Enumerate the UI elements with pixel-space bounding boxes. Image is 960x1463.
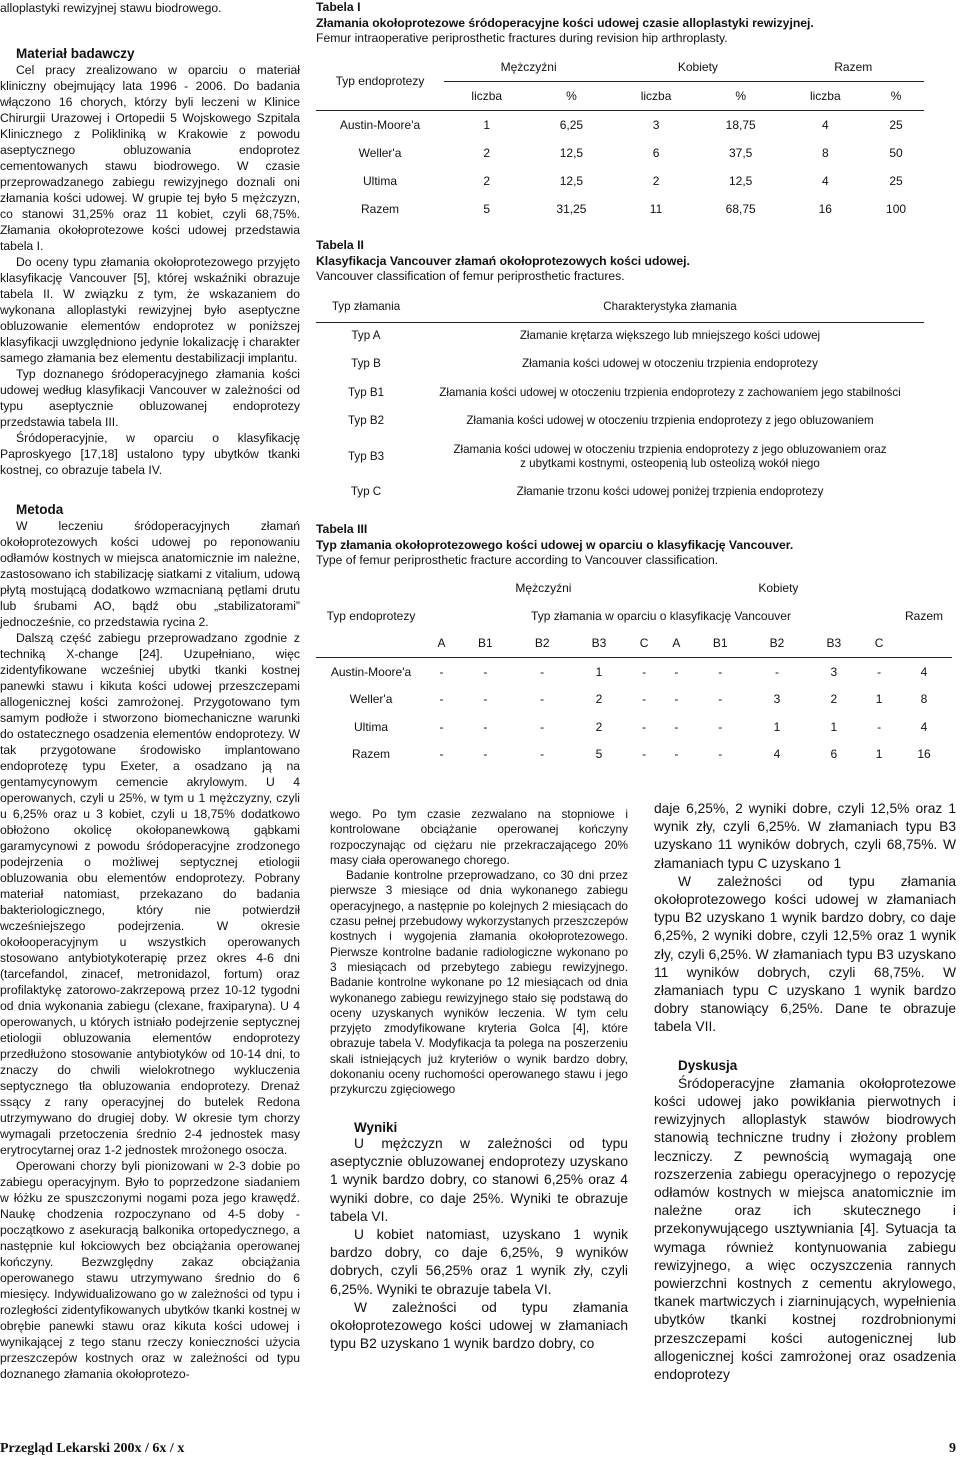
table-cell: 37,5 <box>728 145 753 160</box>
table-cell: - <box>718 747 723 762</box>
table-cell: 5 <box>595 747 603 762</box>
table-cell: Razem <box>351 747 390 762</box>
table-cell: 50 <box>889 145 903 160</box>
table-1-sub-percent: % <box>868 81 924 110</box>
table-3-women: Kobiety <box>758 581 799 596</box>
table-3-type-head: Typ złamania w oparciu o klasyfikację Vancouver <box>531 608 791 623</box>
table-cell: 2 <box>483 173 491 188</box>
table-cell: 6,25 <box>559 117 584 132</box>
table-1-sub-percent: % <box>530 81 614 110</box>
table-cell-line: Złamania kości udowej w otoczeniu trzpienia endoprotezy z jego obluzowaniem oraz <box>453 442 887 456</box>
table-1-sub-count: liczba <box>613 81 699 110</box>
left-column <box>0 0 300 1382</box>
page-footer <box>0 1437 960 1463</box>
table-cell-line: Złamanie trzonu kości udowej poniżej trzpienia endoprotezy <box>516 484 824 498</box>
table-1-subtitle: Femur intraoperative periprosthetic fractures during revision hip arthroplasty. <box>316 31 728 45</box>
table-cell: - <box>674 692 679 707</box>
table-cell-line: z ubytkami kostnymi, osteopenią lub osteolizą wokół niego <box>520 457 820 470</box>
table-cell: - <box>674 664 679 679</box>
table-cell: 1 <box>483 117 491 132</box>
table-cell: - <box>439 692 444 707</box>
table-cell: Typ A <box>351 329 381 342</box>
right-column <box>654 800 956 1384</box>
table-1-group-women: Kobiety <box>613 53 782 82</box>
table-row <box>316 741 952 769</box>
table-3-type: B3 <box>805 630 862 658</box>
table-cell: Ultima <box>353 719 388 734</box>
table-cell: Typ C <box>350 484 382 498</box>
table-cell: - <box>540 664 545 679</box>
table-row <box>316 110 924 139</box>
table-3-grid <box>316 575 952 769</box>
table-cell: - <box>718 664 723 679</box>
table-cell: 12,5 <box>559 145 584 160</box>
table-cell: 1 <box>875 747 883 762</box>
right-paragraph: daje 6,25%, 2 wyniki dobre, czyli 12,5% oraz 1 wynik zły, czyli 6,25%. W złamaniach typu B3 uzyskano 11 wyników dobrych, czyli 68,75%. W złamaniach typu C uzyskano 1 <box>654 801 956 871</box>
material-paragraph: Śródoperacyjnie, w oparciu o klasyfikację Paproskyego [17,18] ustalono typy ubytków tkanki kostnej, co obrazuje tabela IV. <box>0 431 300 477</box>
table-cell: - <box>718 719 723 734</box>
table-1-group-men: Mężczyźni <box>444 53 613 82</box>
table-row <box>316 167 924 195</box>
table-cell <box>416 479 924 505</box>
table-cell: 2 <box>595 719 603 734</box>
table-cell: 4 <box>920 664 928 679</box>
page-number: 9 <box>949 1441 956 1456</box>
material-paragraph: Cel pracy zrealizowano w oparciu o materiał kliniczny obejmujący lata 1996 - 2006. Do badania włączono 16 chorych, którzy byli leczeni w Klinice Chirurgii Urazowej i Ortopedii 5 Wojskowego Szpitala Klinicznego z Polikliniką w Krakowie z powodu aseptycznego obluzowania endoprotez cementowanych stawu biodrowego. W czasie przeprowadzanego zabiegu rewizyjnego doznali oni złamania kości udowej. W grupie tej było 5 mężczyzn, co stanowi 31,25% oraz 11 kobiet, czyli 68,75%. Złamania okołoprotezowe kości udowej przedstawia tabela I. <box>0 63 300 253</box>
table-3-type: C <box>862 630 896 658</box>
table-3-type: B2 <box>749 630 806 658</box>
table-3-total-head: Razem <box>896 575 952 658</box>
table-3-men: Mężczyźni <box>515 581 572 596</box>
table-cell: - <box>642 747 647 762</box>
table-cell-line: Złamanie krętarza większego lub mniejszego kości udowej <box>519 329 821 342</box>
table-3-type: B3 <box>571 630 628 658</box>
table-cell: 25 <box>889 173 903 188</box>
table-cell: - <box>439 664 444 679</box>
table-cell: - <box>439 719 444 734</box>
table-cell <box>416 435 924 479</box>
table-cell: 8 <box>920 692 928 707</box>
table-cell: 12,5 <box>559 173 584 188</box>
material-paragraph: Do oceny typu złamania okołoprotezowego przyjęto klasyfikację Vancouver [5], której wskaźniki obrazuje tabela II. W związku z tym, że wskazaniem do wykonana alloplastyki rewizyjnej było aseptyczne obluzowanie elementów endoprotez w poniższej klasyfikacji uwzględniono jedynie lokalizację i charakter samego złamania bez elementu destabilizacji implantu. <box>0 255 300 365</box>
table-cell: 11 <box>649 201 663 216</box>
table-1-caption <box>316 0 956 47</box>
table-1-sub-count: liczba <box>783 81 869 110</box>
table-cell: 3 <box>773 692 781 707</box>
table-cell: 1 <box>830 719 838 734</box>
table-2-caption <box>316 238 956 285</box>
results-paragraph: U kobiet natomiast, uzyskano 1 wynik bardzo dobry, co daje 6,25%, 9 wyników dobrych, czyli 56,25% oraz 1 wynik zły, czyli 6,25%. Wyniki te obrazuje tabela VI. <box>330 1226 628 1297</box>
table-cell: Ultima <box>362 173 397 188</box>
mid-paragraph: wego. Po tym czasie zezwalano na stopniowe i kontrolowane obciążanie operowanej kończyny rozpoczynając od ciężaru nie przekraczającego 20% masy ciała operowanego chorego. <box>330 807 628 867</box>
table-row <box>316 350 924 379</box>
table-1-group-total: Razem <box>783 53 924 82</box>
top-line: alloplastyki rewizyjnej stawu biodrowego. <box>0 1 222 15</box>
table-cell: 12,5 <box>728 173 753 188</box>
table-cell: - <box>877 664 882 679</box>
material-heading: Materiał badawczy <box>16 46 135 61</box>
table-cell: 2 <box>483 145 491 160</box>
table-3-subtitle: Type of femur periprosthetic fracture according to Vancouver classification. <box>316 553 719 567</box>
table-cell: - <box>439 747 444 762</box>
method-paragraph: Dalszą część zabiegu przeprowadzano zgodnie z techniką X-change [24]. Uzupełniano, więc zidentyfikowane wcześniej ubytki tkanki kostnej panewki stawu i kikuta kości udowej przeszczepami allogenicznej kości zamrożonej. Przygotowano tym samym podłoże i stworzono biomechaniczne warunki do ostatecznego osadzenia elementów endoprotezy. W tak przygotowane środowisko implantowano endoprotezę typu Exeter, a osadzano ją na gentamycynowym cemencie akrylowym. U 4 operowanych, czyli u 25%, w tym u 1 mężczyzny, czyli u 6,25% oraz u 3 kobiet, czyli u 18,75% dodatkowo obłożono okolicę okołopanewkową gąbkami garamycynowi z powodu śródoperacyjne zrodzonego podejrzenia o możliwej septycznej etiologii obluzowania obu elementów endoprotezy. Pobrany materiał natomiast, przekazano do badania bakteriologicznego, który nie potwierdził wcześniejszego podejrzenia. W okresie okołooperacyjnym u wszystkich operowanych stosowano antybiotykoterapię przez okres 4-6 dni (tarcefandol, zinacef, metronidazol, fortum) oraz profilaktykę zatorowo-zakrzepową przez 10-12 tygodni od dnia wykonania zabiegu (clexane, fraxiparyna). U 4 operowanych, u których istniało podejrzenie septycznej etiologii obluzowania elementów endoprotezy przedłużono stosowanie antybiotyków od 10-14 dni, to znaczy do chwili wielokrotnego wykluczenia septycznego tła obluzowania endoprotezy. Drenaż ssący z rany operacyjnej do butelek Redona utrzymywano do drugiej doby. W okresie tym chorzy wymagali przetoczenia średnio 2-4 jednostek masy erytrocytarnej oraz 1-2 jednostek mrożonego osocza. <box>0 631 300 1157</box>
table-1 <box>316 0 956 223</box>
table-cell: Typ B <box>351 357 381 371</box>
table-cell: - <box>718 692 723 707</box>
table-cell: 1 <box>595 664 603 679</box>
table-row <box>316 322 924 350</box>
table-1-grid <box>316 53 924 223</box>
table-3-type: B2 <box>514 630 571 658</box>
table-cell: Typ B2 <box>347 414 385 428</box>
table-3-col-head: Typ endoprotezy <box>316 575 426 658</box>
table-2-label: Tabela II <box>316 238 364 252</box>
method-heading: Metoda <box>16 502 64 517</box>
table-cell-line: Złamania kości udowej w otoczeniu trzpienia endoprotezy z zachowaniem jego stabilności <box>439 386 901 400</box>
table-2 <box>316 238 956 505</box>
table-cell: - <box>483 747 488 762</box>
table-cell: - <box>540 719 545 734</box>
results-block <box>330 1135 628 1353</box>
table-row <box>316 139 924 167</box>
table-cell <box>416 350 924 379</box>
table-cell: 16 <box>818 201 832 216</box>
table-2-col1-head: Typ złamania <box>316 293 416 323</box>
table-row <box>316 686 952 714</box>
table-cell: 68,75 <box>725 201 756 216</box>
method-paragraph: W leczeniu śródoperacyjnych złamań okołoprotezowych kości udowej po reponowaniu odłamów kostnych w miejsca anatomicznie im należne, zastosowano ich stabilizację siatkami z vitalium, udową płytą mostującą dodatkowo wzmacnianą pętlami drutu lub śrubami AO, bądź obu „stabilizatorami” jednocześnie, co przedstawia rycina 2. <box>0 519 300 629</box>
table-cell: 1 <box>773 719 781 734</box>
table-cell: - <box>483 664 488 679</box>
table-cell: - <box>642 664 647 679</box>
table-cell: 31,25 <box>556 201 587 216</box>
right-paragraph: W zależności od typu złamania okołoprotezowego kości udowej w złamaniach typu B2 uzyskano 1 wynik bardzo dobry, co daje 6,25%, 2 wyniki dobre, czyli 12,5% oraz 1 wynik zły, czyli 6,25%. W złamaniach typu B3 uzyskano 11 wyników dobrych, czyli 68,75%. W złamaniach typu C uzyskano 1 wynik bardzo dobry stanowiący 6,25%. Dane te obrazuje tabela VII. <box>654 873 956 1035</box>
table-cell: - <box>775 664 780 679</box>
table-cell: - <box>540 747 545 762</box>
table-row <box>316 658 952 686</box>
table-cell: 2 <box>652 173 660 188</box>
table-3 <box>316 522 956 768</box>
material-paragraph: Typ doznanego śródoperacyjnego złamania kości udowej według klasyfikacji Vancouver w zależności od typu aseptycznie obluzowanej endoprotezy przedstawia tabela III. <box>0 367 300 429</box>
table-cell: - <box>642 692 647 707</box>
discussion-heading: Dyskusja <box>678 1057 738 1073</box>
table-cell: 4 <box>920 719 928 734</box>
table-cell: 25 <box>889 117 903 132</box>
table-cell: Typ B1 <box>347 386 385 400</box>
table-cell-line: Złamania kości udowej w otoczeniu trzpienia endoprotezy <box>522 357 818 371</box>
table-cell: Weller'a <box>349 692 393 707</box>
table-cell: 6 <box>830 747 838 762</box>
table-3-type: C <box>627 630 661 658</box>
table-cell: 16 <box>917 747 931 762</box>
table-cell: Austin-Moore'a <box>330 664 412 679</box>
middle-column <box>330 807 628 1353</box>
table-cell: 8 <box>821 145 829 160</box>
table-2-col2-head: Charakterystyka złamania <box>416 293 924 323</box>
table-cell: 100 <box>886 201 907 216</box>
method-paragraph: Operowani chorzy byli pionizowani w 2-3 dobie po zabiegu operacyjnym. Było to poprzedzone siadaniem w łóżku ze spuszczonymi nogami poza jego krawędź. Naukę chodzenia rozpoczynano od 4-5 doby - początkowo z asekuracją balkonika ortopedycznego, a następnie kul łokciowych bez obciążania operowanej kończyny. Bezwzględny zakaz obciążania operowanego stawu utrzymywano średnio do 6 miesięcy. Indywidualizowano go w zależności od typu i rozległości zidentyfikowanych ubytków tkanki kostnej w obrębie panewki stawu oraz kikuta kości udowej i wynikającej z tego stanu rzeczy konieczności użycia przeszczepów kostnych oraz w zależności od typu doznanego złamania okołoprotezo- <box>0 1159 300 1381</box>
table-cell <box>416 322 924 350</box>
table-row <box>316 479 924 505</box>
results-paragraph: W zależności od typu złamania okołoprotezowego kości udowej w złamaniach typu B2 uzyskano 1 wynik bardzo dobry, co <box>330 1299 628 1352</box>
table-cell: Weller'a <box>358 145 402 160</box>
table-row <box>316 195 924 223</box>
table-cell: - <box>877 719 882 734</box>
table-cell: 18,75 <box>725 117 756 132</box>
table-row <box>316 435 924 479</box>
table-cell: - <box>540 692 545 707</box>
table-2-subtitle: Vancouver classification of femur periprosthetic fractures. <box>316 269 625 283</box>
table-cell: 4 <box>821 173 829 188</box>
table-row <box>316 379 924 408</box>
table-2-title: Klasyfikacja Vancouver złamań okołoprotezowych kości udowej. <box>316 253 690 268</box>
table-cell <box>416 408 924 435</box>
table-cell: 4 <box>821 117 829 132</box>
table-row <box>316 713 952 741</box>
results-heading: Wyniki <box>354 1119 398 1135</box>
table-cell: 5 <box>483 201 491 216</box>
table-3-type: A <box>661 630 692 658</box>
table-cell: - <box>674 747 679 762</box>
results-paragraph: U mężczyzn w zależności od typu aseptycznie obluzowanej endoprotezy uzyskano 1 wynik bardzo dobry, co stanowi 6,25% oraz 4 wyniki dobre, co daje 25%. Wyniki te obrazuje tabela VI. <box>330 1135 628 1224</box>
table-3-caption <box>316 522 956 569</box>
table-1-label: Tabela I <box>316 0 361 14</box>
table-1-sub-count: liczba <box>444 81 530 110</box>
table-3-label: Tabela III <box>316 522 368 536</box>
table-row <box>316 408 924 435</box>
table-cell: Austin-Moore'a <box>339 117 421 132</box>
table-cell: Razem <box>360 201 399 216</box>
table-cell: - <box>642 719 647 734</box>
table-cell-line: Złamania kości udowej w otoczeniu trzpienia endoprotezy z jego obluzowaniem <box>466 414 874 428</box>
table-3-type: A <box>426 630 457 658</box>
table-cell: 3 <box>652 117 660 132</box>
table-1-sub-percent: % <box>699 81 783 110</box>
table-cell: 1 <box>875 692 883 707</box>
table-cell: 3 <box>830 664 838 679</box>
table-cell: - <box>483 719 488 734</box>
table-2-grid <box>316 293 924 506</box>
table-cell: 6 <box>652 145 660 160</box>
mid-paragraph: Badanie kontrolne przeprowadzano, co 30 dni przez pierwsze 3 miesiące od dnia wykonanego zabiegu operacyjnego, a następnie po kolejnych 2 miesiącach do czasu pełnej przebudowy wykorzystanych przeszczepów kostnych i wygojenia złamania okołoprotezowego. Pierwsze kontrolne badanie radiologiczne wykonano po 3 miesiącach od przebytego zabiegu rewizyjnego. Badanie kontrolne wykonane po 12 miesiącach od dnia wykonanego zabiegu rewizyjnego stało się podstawą do oceny uzyskanych wyników leczenia. W tym celu przyjęto zmodyfikowane kryteria Golca [4], które obrazuje tabela V. Modyfikacja ta polega na poszerzeniu skali istniejących już kryteriów o wynik bardzo dobry, dokonaniu oceny ruchomości operowanego stawu i jego przykurczu zgięciowego <box>330 868 628 1097</box>
table-3-type: B1 <box>692 630 749 658</box>
table-1-col-head: Typ endoprotezy <box>316 53 444 111</box>
table-cell: 4 <box>773 747 781 762</box>
table-cell <box>416 379 924 408</box>
table-cell: 2 <box>595 692 603 707</box>
discussion-paragraph: Śródoperacyjne złamania okołoprotezowe kości udowej jako powikłania pierwotnych i rewizyjnych alloplastyk stawów biodrowych stanowią techniczne trudny i złożony problem leczniczy. Z pewnością wymagają one rozszerzenia zabiegu operacyjnego o repozycję odłamów kostnych w miejsca anatomicznie im należne oraz ich skutecznego i przekonywującego usztywniania [4]. Sytuacja ta wymaga również kontynuowania zabiegu rewizyjnego, a więc oczyszczenia rannych powierzchni kostnych z cementu akrylowego, tkanek martwiczych i ziarninujących, wypełnienia ubytków tkanki kostnej rozdrobnionymi przeszczepami kości autogenicznej lub allogenicznej kości zamrożonej oraz osadzenia endoprotezy <box>654 1075 956 1383</box>
table-cell: 2 <box>830 692 838 707</box>
table-3-title: Typ złamania okołoprotezowego kości udowej w oparciu o klasyfikację Vancouver. <box>316 537 794 552</box>
journal-name: Przegląd Lekarski 200x / 6x / x <box>0 1441 185 1456</box>
table-cell: - <box>483 692 488 707</box>
table-cell: Typ B3 <box>347 449 385 463</box>
table-1-title: Złamania okołoprotezowe śródoperacyjne kości udowej czasie alloplastyki rewizyjnej. <box>316 15 814 30</box>
table-cell: - <box>674 719 679 734</box>
table-3-type: B1 <box>457 630 514 658</box>
